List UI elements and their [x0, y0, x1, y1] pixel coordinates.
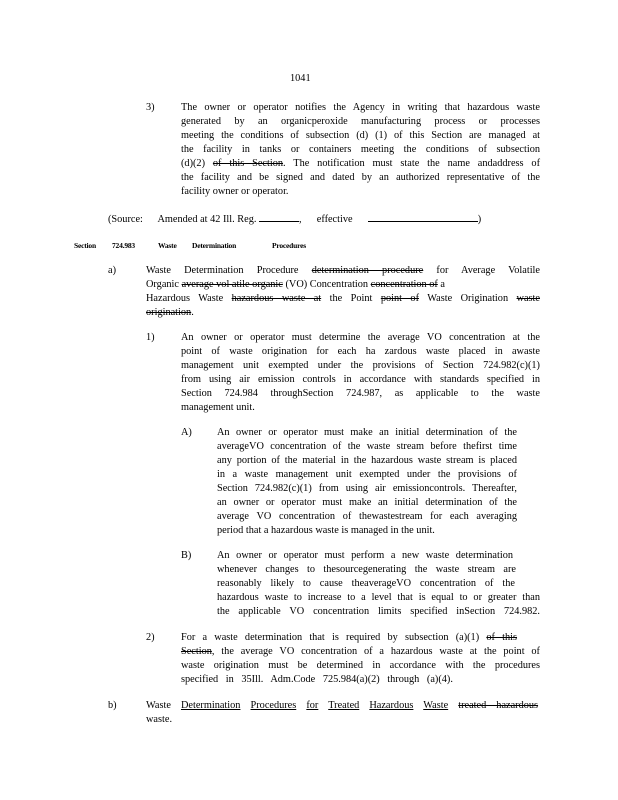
item-a2-line	[181, 631, 517, 645]
item-3-line: the facility and be signed and dated by an authorized representative of the	[181, 172, 540, 183]
section-label: Section	[74, 241, 96, 250]
section-title-word: Determination	[192, 241, 237, 250]
text-fragment: (VO) Concentration	[282, 279, 371, 290]
subsection-a-label: a)	[108, 265, 116, 276]
item-a2-line: specified in 35Ill. Adm.Code 725.984(a)(2) through (a)(4).	[181, 674, 453, 685]
inserted-text: Procedures	[250, 700, 297, 711]
item-B-line: whenever changes to thesourcegenerating the waste stream are	[217, 564, 516, 575]
item-3-line: the facility in tanks or containers meeting the conditions of subsection	[181, 144, 540, 155]
source-close: )	[477, 214, 482, 225]
source-effective: effective	[316, 214, 353, 225]
subsection-b-text	[146, 699, 540, 727]
section-number: 724.983	[112, 241, 135, 250]
subsection-a-line	[146, 264, 540, 278]
text-fragment: Waste Origination	[419, 293, 517, 304]
item-A-line: averageVO concentration of the waste stream before thefirst time	[217, 441, 517, 452]
struck-text: of this	[486, 632, 518, 643]
item-a2-line: waste origination must be determined in accordance with the procedures	[181, 660, 540, 671]
item-3-text-fragment: (d)(2)	[181, 158, 213, 169]
subsection-a-text	[146, 264, 540, 320]
item-A-text	[217, 426, 517, 538]
struck-text: determination procedure	[311, 265, 424, 276]
item-3-text	[181, 101, 540, 199]
item-a1-line: An owner or operator must determine the average VO concentration at the	[181, 332, 540, 343]
item-a1-line: Section 724.984 throughSection 724.987, as applicable to the waste	[181, 388, 540, 399]
struck-text: treated hazardous	[458, 700, 539, 711]
item-B-line: hazardous waste to increase to a level that is equal to or greater than	[217, 592, 540, 603]
text-fragment: for Average Volatile	[423, 265, 540, 276]
item-3-line: meeting the conditions of subsection (d) (1) of this Section are managed at	[181, 130, 540, 141]
page-number: 1041	[290, 73, 311, 84]
item-A-line: An owner or operator must make an initial determination of the	[217, 427, 517, 438]
source-note	[108, 211, 481, 227]
text-fragment: , the average VO concentration of a hazardous waste at the point of	[211, 646, 540, 657]
item-3-line: facility owner or operator.	[181, 186, 289, 197]
section-title-word: Waste	[158, 241, 177, 250]
text-fragment: Waste	[146, 700, 181, 711]
item-B-line: the applicable VO concentration limits specified inSection 724.982.	[217, 606, 540, 617]
item-a2-line	[181, 645, 540, 659]
item-3-line: The owner or operator notifies the Agency in writing that hazardous waste	[181, 102, 540, 113]
subsection-a-line	[146, 306, 540, 320]
text-fragment: Organic	[146, 279, 182, 290]
source-label: (Source:	[108, 214, 143, 225]
item-a1-line: management unit exempted under the provisions of Section 724.982(c)(1)	[181, 360, 540, 371]
source-amended: Amended at 42 Ill. Reg.	[157, 214, 257, 225]
item-A-label: A)	[181, 427, 192, 438]
text-fragment: .	[191, 307, 194, 318]
text-fragment: Waste Determination Procedure	[146, 265, 312, 276]
struck-text: Section	[181, 646, 212, 657]
subsection-b-line: waste.	[146, 714, 173, 725]
item-B-label: B)	[181, 550, 192, 561]
text-fragment: a	[437, 279, 446, 290]
struck-text: concentration of	[370, 279, 438, 290]
item-A-line: in a waste management unit exempted under the provisions of	[217, 469, 517, 480]
source-comma: ,	[299, 214, 302, 225]
subsection-b-line	[146, 699, 538, 713]
inserted-text: Hazardous	[369, 700, 414, 711]
inserted-text: Determination	[180, 700, 241, 711]
section-title-word: Procedures	[272, 241, 306, 250]
item-3-text-fragment: . The notification must state the name andaddress of	[283, 158, 541, 169]
text-fragment: For a waste determination that is required by subsection (a)(1)	[181, 632, 487, 643]
item-A-line: an owner or operator must make an initial determination of the	[217, 497, 517, 508]
struck-text: hazardous waste at	[231, 293, 322, 304]
item-3-line: generated by an organicperoxide manufacturing process or processes	[181, 116, 540, 127]
item-A-line: average VO concentration of thewastestream for each averaging	[217, 511, 517, 522]
subsection-a-line	[146, 278, 485, 292]
struck-text: average vol atile organic	[181, 279, 283, 290]
reg-blank	[259, 211, 299, 222]
item-B-text	[217, 549, 540, 619]
item-A-line: any portion of the material in the hazardous waste stream is placed	[217, 455, 517, 466]
inserted-text: Waste	[423, 700, 449, 711]
item-3-line	[181, 157, 540, 171]
item-a1-text	[181, 331, 540, 415]
item-a2-label: 2)	[146, 632, 155, 643]
item-a1-line: point of waste origination for each ha zardous waste placed in awaste	[181, 346, 540, 357]
item-a1-line: management unit.	[181, 402, 255, 413]
inserted-text: Treated	[328, 700, 360, 711]
item-a1-label: 1)	[146, 332, 155, 343]
item-3-label: 3)	[146, 102, 155, 113]
item-B-line: reasonably likely to cause theaverageVO concentration of the	[217, 578, 515, 589]
subsection-b-label: b)	[108, 700, 117, 711]
item-a2-text	[181, 631, 540, 687]
struck-text: waste	[516, 293, 540, 304]
subsection-a-line	[146, 292, 540, 306]
inserted-text: for	[306, 700, 319, 711]
item-A-line: period that a hazardous waste is managed in the unit.	[217, 525, 435, 536]
item-B-line: An owner or operator must perform a new waste determination	[217, 550, 513, 561]
text-fragment: the Point	[321, 293, 381, 304]
struck-text: point of	[380, 293, 420, 304]
effective-blank	[368, 211, 478, 222]
text-fragment: Hazardous Waste	[146, 293, 232, 304]
item-a1-line: from using air emission controls in accordance with standards specified in	[181, 374, 540, 385]
struck-text: of this Section	[212, 158, 284, 169]
struck-text: origination	[146, 307, 192, 318]
item-A-line: Section 724.982(c)(1) from using air emissioncontrols. Thereafter,	[217, 483, 517, 494]
